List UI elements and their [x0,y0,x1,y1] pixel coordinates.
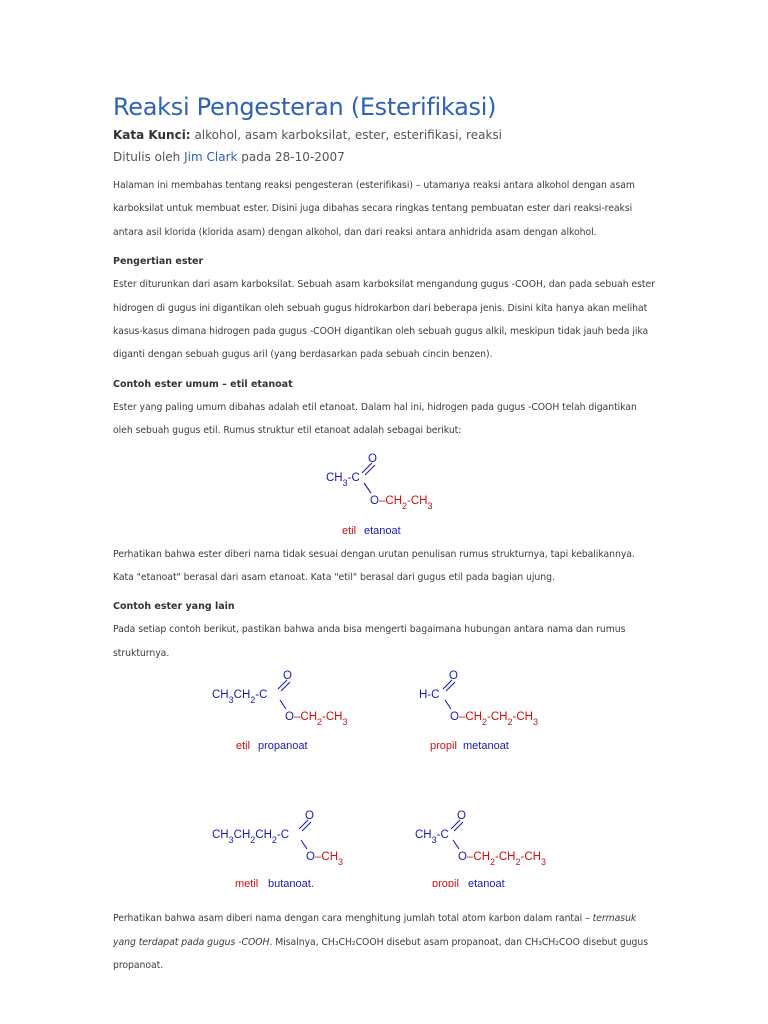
naming-note: Perhatikan bahwa ester diberi nama tidak sesuai dengan urutan penulisan rumus strukturnya, tapi kebalikannya. Kata "etanoat" berasal dari asam etanoat. Kata "etil" berasal dari gugus etil pada bagian ujung. [113,548,635,584]
alkyl-part: $-CH_2-CH_3$ [379,494,433,511]
acid-part: $CH_3CH_2CH_2-C$ [212,829,290,846]
ester-oxygen: O [458,851,467,864]
structures-examples-svg [113,665,658,887]
section-heading-common-ester: Contoh ester umum – etil etanoat [113,378,293,390]
ester-oxygen: O [450,711,459,724]
name-alkyl: etil [236,740,251,753]
acid-part: $CH_3-C$ [415,829,449,846]
name-acid: etanoat [364,524,401,537]
closing-paragraph [113,907,658,977]
article [113,90,658,978]
alkyl-part: $-CH_2-CH_2-CH_3$ [467,851,546,868]
acid-part: $CH_3CH_2-C$ [212,689,268,706]
section-common-ester-text: Ester yang paling umum dibahas adalah etil etanoat. Dalam hal ini, hidrogen pada gugus -COOH telah digantikan oleh sebuah gugus etil. Rumus struktur etil etanoat adalah sebagai berikut: [113,401,637,437]
alkyl-part: $-CH_2-CH_2-CH_3$ [459,711,538,728]
structure-etil-propanoat [212,670,348,752]
section-heading-other-esters: Contoh ester yang lain [113,601,235,613]
structure-etil-etanoat-svg [113,443,658,543]
author-link[interactable]: Jim Clark [184,150,238,164]
keywords-value: alkohol, asam karboksilat, ester, esterifikasi, reaksi [194,128,502,142]
intro-paragraph: Halaman ini membahas tentang reaksi pengesteran (esterifikasi) – utamanya reaksi antara alkohol dengan asam karboksilat untuk membuat ester. Disini juga dibahas secara ringkas tentang pembuatan ester dari reaksi-reaksi antara asil klorida (klorida asam) dengan alkohol, dan dari reaksi antara anhidrida asam dengan alkohol. [113,180,635,238]
alkyl-part: $-CH_2-CH_3$ [294,711,348,728]
alkyl-part: $-CH_3$ [315,851,344,868]
name-acid: butanoat. [268,878,314,888]
structure-metil-butanoat [212,810,343,887]
ester-oxygen: O [306,851,315,864]
byline-date: pada 28-10-2007 [241,150,345,164]
byline-prefix: Ditulis oleh [113,150,181,164]
name-alkyl: propil [430,740,457,753]
closing-text-italic: termasuk yang terdapat pada gugus -COOH [113,913,637,948]
structure-propil-etanoat [415,810,546,887]
keywords-label: Kata Kunci: [113,128,191,142]
section-heading-ester: Pengertian ester [113,256,204,268]
name-alkyl: metil [235,878,259,888]
keywords-line [113,124,658,146]
name-acid: etanoat [468,878,505,888]
ester-oxygen: O [285,711,294,724]
structures-examples [113,665,658,887]
page-title: Reaksi Pengesteran (Esterifikasi) [113,93,497,121]
acid-part: H-C [419,689,440,702]
section-ester-text: Ester diturunkan dari asam karboksilat. Sebuah asam karboksilat mengandung gugus -COOH, dan pada sebuah ester hidrogen di gugus ini digantikan oleh sebuah gugus hidrokarbon dari beberapa jenis. Disini kita hanya akan melihat kasus-kasus dimana hidrogen pada gugus -COOH digantikan oleh sebuah gugus alkil, meskipun tidak jauh beda jika diganti dengan sebuah gugus aril (yang berdasarkan pada sebuah cincin benzen). [113,279,655,361]
carbonyl-oxygen: O [305,810,314,823]
carbonyl-oxygen: O [457,810,466,823]
carbonyl-oxygen: O [368,452,377,465]
ester-oxygen: O [370,494,379,507]
closing-text-2: . Misalnya, CH₃CH₂COOH disebut asam propanoat, dan CH₃CH₂COO disebut gugus propanoat. [113,936,649,972]
name-acid: propanoat [258,740,308,753]
structure-propil-metanoat [419,670,538,752]
name-acid: metanoat [463,740,509,753]
acid-part: $CH_3-C$ [326,471,360,488]
byline [113,146,658,168]
section-other-esters-text: Pada setiap contoh berikut, pastikan bahwa anda bisa mengerti bagaimana hubungan antara nama dan rumus strukturnya. [113,624,626,659]
closing-text-1: Perhatikan bahwa asam diberi nama dengan cara menghitung jumlah total atom karbon dalam rantai – [113,913,590,925]
structure-etil-etanoat [113,443,658,543]
name-alkyl: propil [432,878,459,888]
name-alkyl: etil [342,524,357,537]
carbonyl-oxygen: O [449,670,458,683]
carbonyl-oxygen: O [283,670,292,683]
